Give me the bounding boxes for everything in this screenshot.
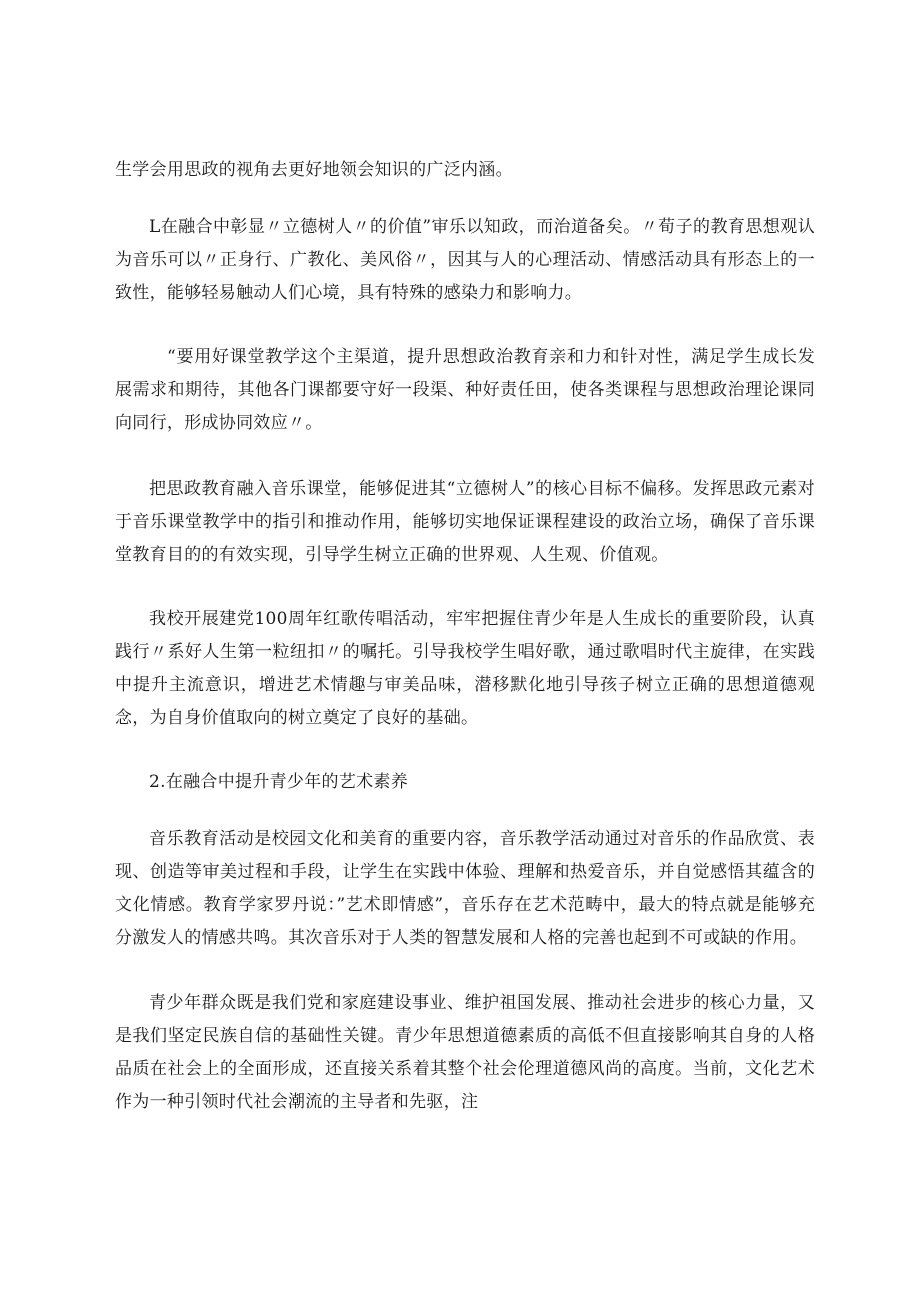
paragraph-youth: 青少年群众既是我们党和家庭建设事业、维护祖国发展、推动社会进步的核心力量，又是我们坚定民族自信的基础性关键。青少年思想道德素质的高低不但直接影响其自身的人格品质在社会上的全面形成，还直接关系着其整个社会伦理道德风尚的高度。当前，文化艺术作为一种引领时代社会潮流的主导者和先驱，注 [115, 993, 815, 1112]
paragraph-music-education: 音乐教育活动是校园文化和美育的重要内容，音乐教学活动通过对音乐的作品欣赏、表现、创造等审美过程和手段，让学生在实践中体验、理解和热爱音乐，并自觉感悟其蕴含的文化情感。教育学家罗丹说：”艺术即情感”，音乐存在艺术范畴中，最大的特点就是能够充分激发人的情感共鸣。其次音乐对于人类的智慧发展和人格的完善也起到不可或缺的作用。 [115, 829, 815, 948]
section-heading-art-literacy: 2.在融合中提升青少年的艺术素养 [149, 772, 409, 792]
paragraph-moral-value: L在融合中彰显〃立德树人〃的价值”审乐以知政，而治道备矣。〃荀子的教育思想观认为音乐可以〃正身行、广教化、美风俗〃，因其与人的心理活动、情感活动具有形态上的一致性，能够轻易触动人们心境，具有特殊的感染力和影响力。 [115, 217, 815, 303]
paragraph-continuation: 生学会用思政的视角去更好地领会知识的广泛内涵。 [115, 160, 513, 180]
paragraph-ideological-education: 把思政教育融入音乐课堂，能够促进其“立德树人”的核心目标不偏移。发挥思政元素对于音乐课堂教学中的指引和推动作用，能够切实地保证课程建设的政治立场，确保了音乐课堂教育目的的有效实现，引导学生树立正确的世界观、人生观、价值观。 [115, 479, 815, 565]
paragraph-red-song-activity: 我校开展建党100周年红歌传唱活动，牢牢把握住青少年是人生成长的重要阶段，认真践行〃系好人生第一粒纽扣〃的嘱托。引导我校学生唱好歌，通过歌唱时代主旋律，在实践中提升主流意识，增进艺术情趣与审美品味，潜移默化地引导孩子树立正确的思想道德观念，为自身价值取向的树立奠定了良好的基础。 [115, 609, 815, 728]
paragraph-quote: “要用好课堂教学这个主渠道，提升思想政治教育亲和力和针对性，满足学生成长发展需求和期待，其他各门课都要守好一段渠、种好责任田，使各类课程与思想政治理论课同向同行，形成协同效应〃。 [115, 347, 815, 433]
